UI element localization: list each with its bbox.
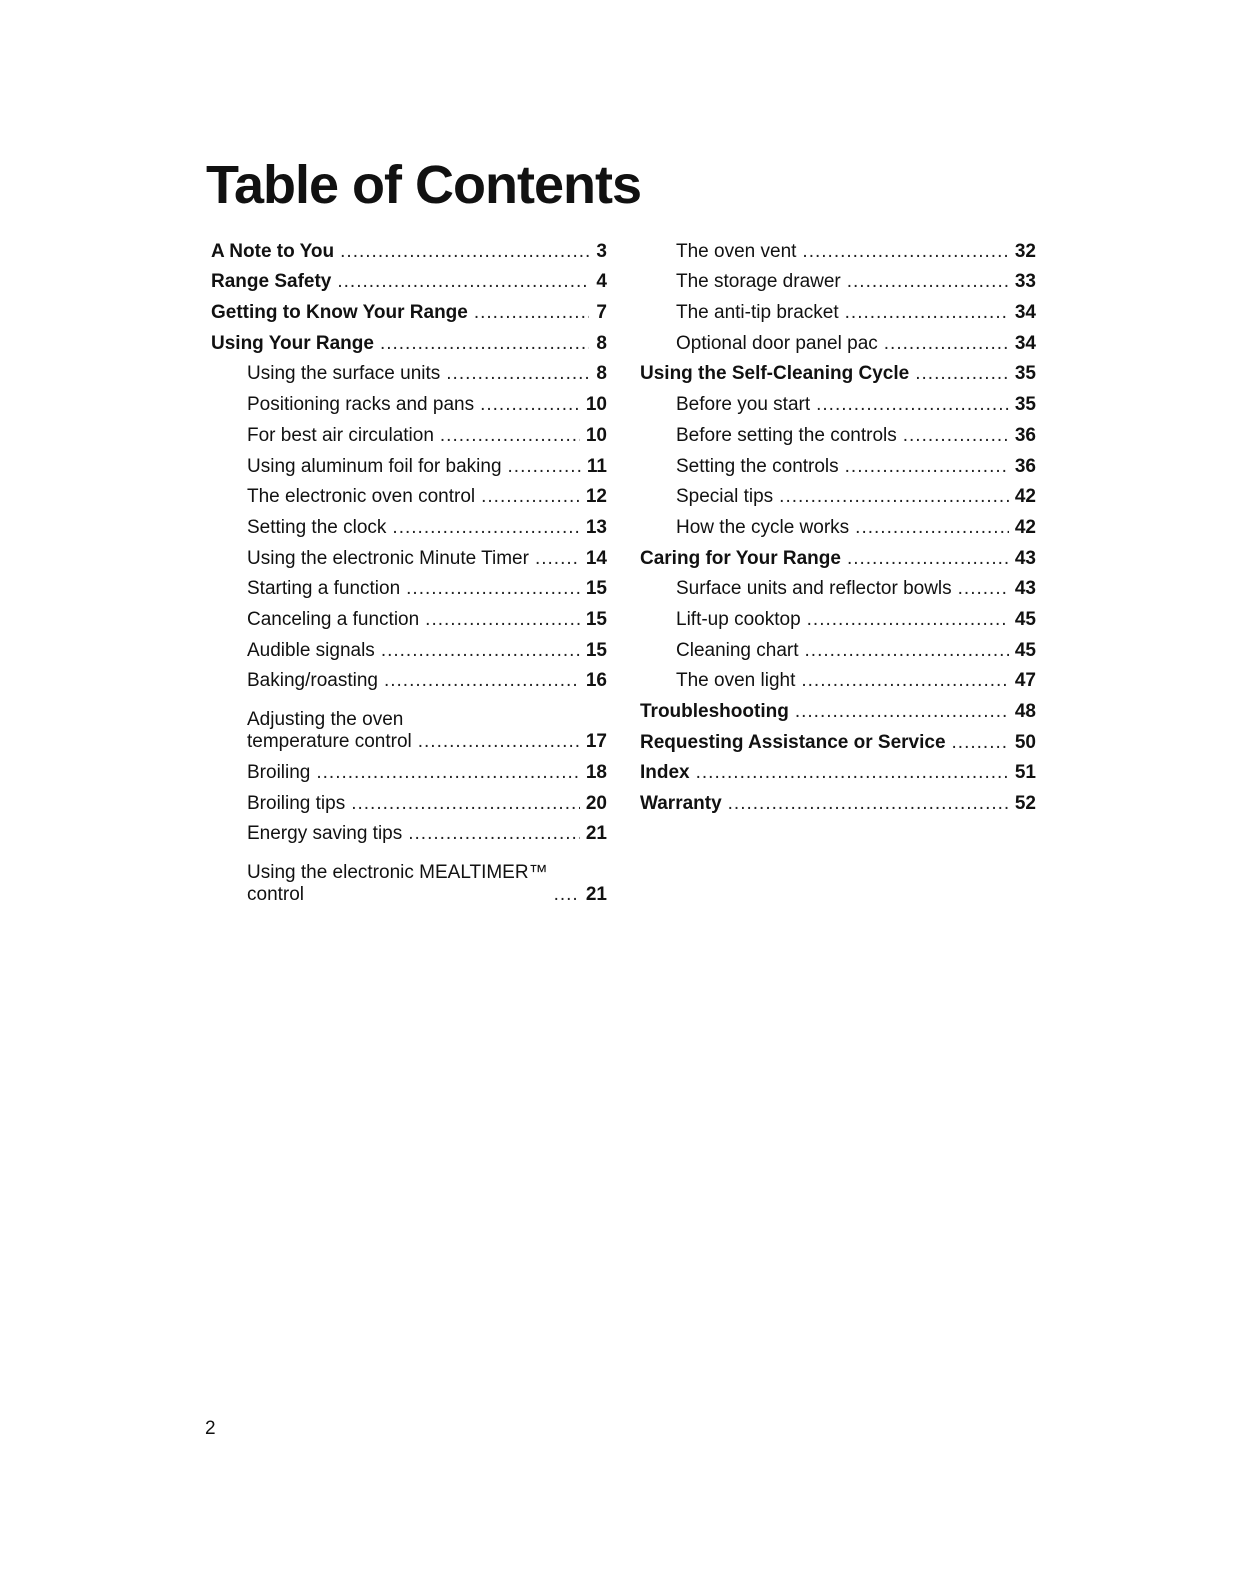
toc-entry-page: 50 (1014, 731, 1036, 753)
toc-entry[interactable] (211, 631, 607, 662)
toc-entry-label (640, 732, 946, 754)
dot-leader (408, 823, 580, 845)
toc-entry[interactable] (640, 600, 1036, 631)
toc-entry-label-text: Broiling (247, 762, 311, 783)
toc-entry[interactable] (211, 447, 607, 478)
dot-leader (480, 394, 580, 416)
dot-leader (847, 271, 1009, 293)
toc-entry-page: 21 (585, 823, 607, 845)
dot-leader (380, 333, 589, 355)
toc-entry-page: 42 (1014, 516, 1036, 538)
toc-entry-label (640, 363, 909, 385)
toc-entry-page: 45 (1014, 639, 1036, 661)
toc-entry[interactable] (211, 784, 607, 815)
toc-entry[interactable] (640, 570, 1036, 601)
toc-entry[interactable] (211, 293, 607, 324)
toc-entry-page: 32 (1014, 240, 1036, 262)
toc-entry-page: 42 (1014, 486, 1036, 508)
toc-entry-label (676, 670, 795, 692)
toc-entry-label (211, 271, 331, 293)
toc-entry-label (676, 425, 897, 447)
toc-entry[interactable] (211, 600, 607, 631)
toc-entry[interactable] (211, 753, 607, 784)
toc-entry-page: 7 (596, 302, 607, 324)
toc-entry[interactable] (640, 232, 1036, 263)
dot-leader (795, 701, 1009, 723)
toc-entry-page: 18 (585, 762, 607, 783)
toc-entry-page: 11 (586, 455, 607, 477)
toc-entry[interactable] (211, 355, 607, 386)
dot-leader (316, 762, 579, 784)
toc-entry-page: 10 (585, 394, 607, 416)
toc-entry-label-text: Cleaning chart (676, 639, 799, 661)
toc-entry-label-text: How the cycle works (676, 516, 850, 538)
dot-leader (845, 302, 1009, 324)
dot-leader (728, 793, 1009, 815)
toc-entry-label-text: Using Your Range (211, 332, 374, 354)
toc-entry-page: 34 (1014, 302, 1036, 324)
toc-entry-page: 13 (585, 516, 607, 538)
toc-entry-page: 15 (585, 578, 607, 600)
dot-leader (440, 425, 580, 447)
toc-entry[interactable] (640, 631, 1036, 662)
dot-leader (406, 578, 580, 600)
toc-entry-label-text: Canceling a function (247, 608, 420, 630)
dot-leader (779, 486, 1009, 508)
toc-entry[interactable] (211, 416, 607, 447)
toc-entry-label (247, 862, 548, 906)
toc-entry-label (247, 793, 345, 815)
toc-entry-label (247, 456, 502, 478)
toc-entry-label (676, 394, 810, 416)
toc-left-column (211, 232, 607, 906)
toc-entry-label-text: For best air circulation (247, 424, 434, 446)
toc-entry[interactable] (640, 447, 1036, 478)
toc-entry-label-text: temperature control (247, 731, 412, 753)
toc-entry-label (247, 425, 434, 447)
toc-entry-label-text: Using the Self-Cleaning Cycle (640, 363, 910, 385)
toc-entry[interactable] (640, 385, 1036, 416)
toc-entry[interactable] (640, 355, 1036, 386)
toc-entry-label-text: Special tips (676, 486, 774, 508)
dot-leader (481, 486, 580, 508)
toc-entry[interactable] (211, 845, 607, 906)
toc-entry-page: 33 (1014, 271, 1036, 293)
toc-entry-label (676, 486, 773, 508)
toc-entry-label (676, 609, 801, 631)
dot-leader (952, 732, 1009, 754)
toc-entry-label (211, 333, 374, 355)
toc-entry-label-text: Before you start (676, 394, 811, 416)
dot-leader (337, 271, 589, 293)
dot-leader (340, 241, 589, 263)
toc-entry-page: 12 (585, 486, 607, 508)
toc-entry-label-text: Starting a function (247, 578, 401, 600)
toc-entry[interactable] (211, 508, 607, 539)
toc-entry-page: 45 (1014, 608, 1036, 630)
toc-entry-label-text: Warranty (640, 793, 722, 815)
toc-entry-page: 8 (596, 332, 607, 354)
toc-entry-label (676, 578, 952, 600)
toc-entry[interactable] (211, 570, 607, 601)
toc-entry-label-text: Requesting Assistance or Service (640, 731, 946, 753)
toc-entry-label (247, 578, 400, 600)
toc-entry-label-line1: Using the electronic MEALTIMER™ (247, 862, 548, 884)
toc-entry-label-text: Surface units and reflector bowls (676, 578, 952, 600)
toc-entry[interactable] (211, 815, 607, 846)
dot-leader (958, 578, 1009, 600)
toc-entry-label (676, 640, 799, 662)
dot-leader (696, 762, 1009, 784)
dot-leader (884, 333, 1009, 355)
toc-entry-label-text: The oven light (676, 670, 796, 692)
dot-leader (392, 517, 579, 539)
toc-entry-page: 15 (585, 639, 607, 661)
toc-right-column (640, 232, 1036, 815)
toc-entry-label-text: Lift-up cooktop (676, 608, 801, 630)
toc-entry-label-text: Baking/roasting (247, 670, 378, 692)
dot-leader (816, 394, 1009, 416)
toc-entry-page: 51 (1014, 762, 1036, 784)
dot-leader (903, 425, 1009, 447)
toc-entry-label (247, 670, 378, 692)
toc-entry-label-text: Using the surface units (247, 363, 441, 385)
page-number: 2 (205, 1418, 216, 1439)
toc-entry-label (676, 271, 841, 293)
dot-leader (805, 640, 1009, 662)
toc-entry[interactable] (211, 539, 607, 570)
toc-entry-label-text: The electronic oven control (247, 486, 476, 508)
toc-entry[interactable] (211, 662, 607, 693)
toc-entry-label (211, 241, 334, 263)
toc-entry[interactable] (640, 754, 1036, 785)
toc-entry[interactable] (211, 478, 607, 509)
dot-leader (384, 670, 580, 692)
toc-entry[interactable] (211, 232, 607, 263)
toc-entry-label (247, 394, 474, 416)
toc-entry-page: 17 (585, 731, 607, 753)
toc-entry[interactable] (640, 263, 1036, 294)
toc-entry-page: 36 (1014, 424, 1036, 446)
toc-entry-page: 43 (1014, 547, 1036, 569)
toc-entry-label-line1: Adjusting the oven (247, 709, 404, 731)
dot-leader (508, 456, 581, 478)
dot-leader (801, 670, 1009, 692)
toc-entry-label (247, 517, 386, 539)
toc-entry[interactable] (640, 324, 1036, 355)
toc-entry-label-text: Using aluminum foil for baking (247, 455, 502, 477)
toc-entry-label-text: The anti-tip bracket (676, 302, 839, 324)
dot-leader (474, 302, 589, 324)
toc-entry-page: 15 (585, 608, 607, 630)
toc-entry-page: 48 (1014, 701, 1036, 722)
toc-entry[interactable] (640, 539, 1036, 570)
toc-entry-page: 8 (596, 363, 607, 385)
toc-entry-label-text: The storage drawer (676, 271, 841, 293)
toc-entry-label-text: Troubleshooting (640, 701, 789, 722)
dot-leader (845, 456, 1009, 478)
toc-entry-label (640, 793, 722, 815)
toc-entry-page: 43 (1014, 578, 1036, 600)
toc-entry-label-text: Broiling tips (247, 792, 346, 814)
toc-entry-label (676, 241, 796, 263)
toc-entry[interactable] (640, 723, 1036, 754)
toc-entry-label-text: Getting to Know Your Range (211, 302, 468, 324)
toc-entry-label (247, 823, 402, 845)
toc-entry-label (247, 609, 419, 631)
toc-entry-page: 35 (1014, 363, 1036, 385)
toc-entry-label (211, 302, 468, 324)
toc-entry-label (676, 456, 839, 478)
toc-entry-page: 10 (585, 424, 607, 446)
dot-leader (802, 241, 1008, 263)
toc-entry-label (247, 548, 529, 570)
toc-entry-label-text: A Note to You (211, 240, 335, 262)
toc-entry-label (247, 709, 412, 753)
toc-entry[interactable] (640, 478, 1036, 509)
toc-entry-page: 20 (585, 792, 607, 814)
toc-entry-label-text: control (247, 884, 305, 906)
toc-entry-label (640, 548, 841, 570)
toc-entry-label-text: Setting the controls (676, 455, 839, 477)
toc-entry[interactable] (640, 416, 1036, 447)
toc-entry-label (676, 333, 878, 355)
dot-leader (446, 363, 589, 385)
dot-leader (807, 609, 1009, 631)
toc-entry[interactable] (211, 385, 607, 416)
dot-leader (381, 640, 580, 662)
toc-entry-page: 47 (1014, 670, 1036, 692)
toc-entry-label (640, 762, 690, 784)
toc-entry-label-text: Audible signals (247, 639, 375, 661)
toc-entry-label (676, 517, 849, 539)
toc-entry-label-text: Using the electronic Minute Timer (247, 547, 529, 569)
dot-leader (425, 609, 580, 631)
toc-entry[interactable] (640, 784, 1036, 815)
dot-leader (554, 884, 580, 906)
toc-entry[interactable] (211, 263, 607, 294)
dot-leader (351, 793, 580, 815)
dot-leader (418, 731, 580, 753)
dot-leader (535, 548, 580, 570)
toc-entry-page: 4 (596, 271, 607, 293)
toc-entry-page: 34 (1014, 332, 1036, 354)
toc-entry-label-text: Index (640, 762, 690, 784)
toc-entry-page: 52 (1014, 793, 1036, 815)
toc-entry-page: 16 (585, 670, 607, 692)
toc-entry-page: 14 (585, 547, 607, 569)
toc-entry[interactable] (640, 662, 1036, 693)
toc-entry-page: 3 (596, 240, 607, 262)
toc-entry-label (247, 363, 440, 385)
toc-entry[interactable] (211, 324, 607, 355)
toc-entry-label-text: Setting the clock (247, 516, 387, 538)
toc-entry-label-text: Positioning racks and pans (247, 394, 475, 416)
toc-entry-page: 21 (585, 884, 607, 906)
toc-entry[interactable] (640, 692, 1036, 723)
dot-leader (847, 548, 1009, 570)
toc-entry-page: 36 (1014, 455, 1036, 477)
dot-leader (855, 517, 1009, 539)
toc-entry-label-text: Range Safety (211, 271, 332, 293)
toc-entry-label (676, 302, 839, 324)
toc-entry[interactable] (640, 508, 1036, 539)
toc-entry-page: 35 (1014, 394, 1036, 416)
toc-entry-label-text: The oven vent (676, 240, 797, 262)
toc-entry[interactable] (211, 692, 607, 753)
toc-entry-label (247, 640, 375, 662)
toc-entry-label-text: Caring for Your Range (640, 547, 841, 569)
toc-entry[interactable] (640, 293, 1036, 324)
dot-leader (915, 363, 1009, 385)
toc-entry-label (247, 762, 310, 784)
page-title: Table of Contents (206, 155, 641, 215)
toc-entry-label-text: Energy saving tips (247, 823, 403, 845)
toc-entry-label-text: Before setting the controls (676, 424, 897, 446)
toc-entry-label (247, 486, 475, 508)
toc-entry-label-text: Optional door panel pac (676, 332, 878, 354)
toc-entry-label (640, 701, 789, 723)
